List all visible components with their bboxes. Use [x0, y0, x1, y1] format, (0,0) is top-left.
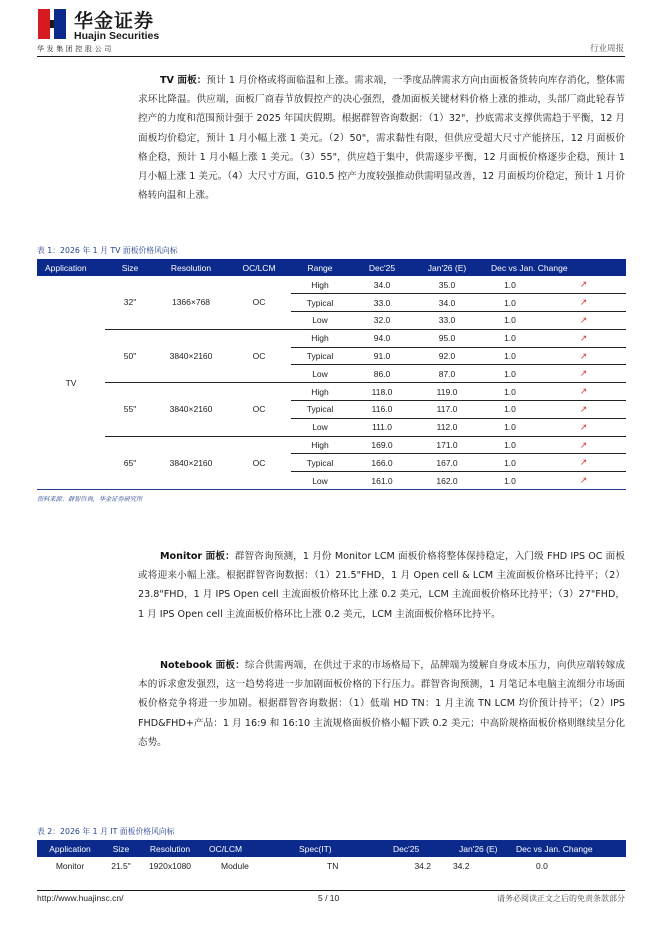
tv-panel-text: 预计 1 月价格或将面临温和上涨。需求端，一季度品牌需求方向由面板备货转向库存消化，整体需求环比降温。供应端，面板厂商春节放假控产的决心强烈，叠加面板关键材料价格上涨的推动，头部厂商此轮春节控产的力度和范围预计强于 2025 年国庆假期。根据群智咨询数据：（1）32"，抄底需求支撑供需趋于平衡，12 月面板均价稳定，预计 1 月小幅上涨 1 美元。（2）50"，需求黏性有限，但供应受超大尺寸产能挤压，12 月面板价格企稳，预计 1 月小幅上涨 1 美元。（3）55"，供应趋于集中，供需逐步平衡，12 月面板价格逐步企稳，预计 1 月小幅上涨 1 美元。（4）大尺寸方面，G10.5 控产力度较强推动供需明显改善，12 月面板均价稳定，预计 1 月价格转向温和上涨。 [138, 75, 626, 202]
size-cell: 55" [105, 383, 155, 436]
table2-col-spec: Spec(IT) [299, 843, 332, 854]
range-cell: High [291, 329, 349, 347]
range-cell: High [291, 436, 349, 454]
table1-col-application: Application [45, 262, 87, 273]
jan-value-cell: 171.0 [415, 436, 479, 454]
notebook-panel-paragraph [138, 656, 625, 752]
change-value-cell: 1.0 [479, 418, 541, 436]
change-value-cell: 1.0 [479, 329, 541, 347]
jan-value-cell: 162.0 [436, 475, 458, 486]
change-value-cell: 1.0 [479, 401, 541, 419]
dec-value-cell: 169.0 [349, 436, 415, 454]
change-value-cell: 1.0 [479, 312, 541, 330]
change-value-cell: 1.0 [479, 276, 541, 294]
size-cell: 32" [105, 276, 155, 329]
change-value-cell: 1.0 [479, 454, 541, 472]
report-type: 行业周报 [589, 44, 624, 54]
table1-caption: 表 1：2026 年 1 月 TV 面板价格风向标 [37, 246, 178, 255]
dec-cell: 34.2 [414, 860, 431, 871]
trend-up-arrow-icon: ↗ [579, 403, 588, 414]
footer-url-link[interactable]: http://www.huajinsc.cn/ [37, 893, 124, 903]
dec-value-cell: 33.0 [349, 294, 415, 312]
table2-col-dec: Dec'25 [393, 843, 420, 854]
range-cell: Low [312, 475, 328, 486]
table1-col-oc-lcm: OC/LCM [242, 262, 276, 273]
table1-header-row [37, 259, 626, 276]
footer-page-number: 5 / 10 [318, 893, 340, 903]
jan-value-cell: 87.0 [415, 365, 479, 383]
table1-col-jan: Jan'26 (E) [427, 262, 467, 273]
trend-up-arrow-icon: ↗ [579, 386, 588, 397]
change-value-cell: 1.0 [504, 475, 516, 486]
jan-value-cell: 35.0 [415, 276, 479, 294]
range-cell: High [291, 276, 349, 294]
range-cell: Low [291, 365, 349, 383]
trend-cell [541, 312, 626, 330]
table-row [37, 329, 626, 347]
dec-value-cell: 116.0 [349, 401, 415, 419]
table1-source: 资料来源：群智咨询，华金证券研究所 [37, 496, 143, 503]
resolution-cell: 3840×2160 [155, 329, 227, 382]
table1-col-resolution: Resolution [170, 262, 212, 273]
resolution-cell: 3840×2160 [169, 457, 213, 468]
change-value-cell: 1.0 [479, 383, 541, 401]
jan-cell: 34.2 [453, 860, 470, 871]
spec-cell: TN [327, 860, 339, 871]
table2-col-change: Dec vs Jan. Change [516, 843, 593, 854]
trend-cell [541, 347, 626, 365]
change-cell: 0.0 [536, 860, 548, 871]
trend-cell [541, 436, 626, 454]
dec-value-cell: 161.0 [371, 475, 393, 486]
trend-cell [541, 472, 626, 490]
trend-up-arrow-icon: ↗ [579, 421, 588, 432]
trend-cell [541, 401, 626, 419]
monitor-panel-paragraph [138, 547, 625, 624]
table2-col-jan: Jan'26 (E) [459, 843, 498, 854]
table1-col-change: Dec vs Jan. Change [491, 262, 568, 273]
trend-up-arrow-icon: ↗ [579, 314, 588, 325]
table2-col-resolution: Resolution [149, 843, 191, 854]
range-cell: Low [291, 418, 349, 436]
dec-value-cell: 34.0 [349, 276, 415, 294]
dec-value-cell: 94.0 [349, 329, 415, 347]
notebook-panel-text: 综合供需两端，在供过于求的市场格局下，品牌端为缓解自身成本压力，向供应端转嫁成本的诉求愈发强烈，这一趋势将进一步加剧面板价格的下行压力。群智咨询预测，1 月笔记本电脑主流细分市场面板价格竞争将进一步加剧。根据群智咨询数据：（1）低端 HD TN：1 月主流 TN LCM 均价预计持平；（2）IPS FHD&FHD+产品：1 月 16:9 和 16:10 主流规格面板价格小幅下跌 0.2 美元；中高阶规格面板价格则继续呈分化态势。 [138, 660, 625, 748]
trend-cell [541, 276, 626, 294]
jan-value-cell: 95.0 [415, 329, 479, 347]
trend-up-arrow-icon: ↗ [579, 279, 588, 290]
table2-col-application: Application [49, 843, 91, 854]
table2-col-oc-lcm: OC/LCM [209, 843, 243, 854]
table-row [37, 857, 626, 875]
jan-value-cell: 112.0 [415, 418, 479, 436]
range-cell: Low [291, 312, 349, 330]
page-header [0, 0, 662, 62]
table2-header-row [37, 840, 626, 857]
table2-caption: 表 2：2026 年 1 月 IT 面板价格风向标 [37, 827, 175, 836]
range-cell: Typical [291, 401, 349, 419]
change-value-cell: 1.0 [479, 436, 541, 454]
monitor-panel-text: 群智咨询预测，1 月份 Monitor LCM 面板价格将整体保持稳定，入门级 FHD IPS OC 面板或将迎来小幅上涨。根据群智咨询数据：（1）21.5"FHD，1 月 Open cell & LCM 主流面板价格环比持平；（2） 23.8"FHD，1 月 IPS Open cell 主流面板价格环比上涨 0.2 美元，LCM 主流面板价格环比持平；（3）27"FHD，1 月 IPS Open cell 主流面板价格环比上涨 0.2 美元，LCM 主流面板价格环比持平。 [138, 551, 625, 620]
trend-up-arrow-icon: ↗ [579, 368, 588, 379]
resolution-cell: 1920x1080 [148, 860, 192, 871]
dec-value-cell: 32.0 [349, 312, 415, 330]
oc-lcm-cell: OC [252, 457, 266, 468]
huajin-logo-icon [37, 8, 67, 40]
table-row [37, 383, 626, 401]
trend-up-arrow-icon: ↗ [579, 457, 588, 468]
size-cell: 21.5" [111, 860, 131, 871]
range-cell: Typical [291, 347, 349, 365]
tv-panel-title: TV 面板： [160, 75, 207, 86]
table1-col-size: Size [121, 262, 139, 273]
change-value-cell: 1.0 [479, 294, 541, 312]
oc-cell: Module [221, 860, 249, 871]
trend-up-arrow-icon: ↗ [579, 475, 588, 486]
footer-disclaimer: 请务必阅读正文之后的免责条款部分 [497, 894, 625, 903]
resolution-cell: 3840×2160 [155, 383, 227, 436]
dec-value-cell: 91.0 [349, 347, 415, 365]
table1-col-range: Range [307, 262, 333, 273]
size-cell: 50" [105, 329, 155, 382]
application-cell: TV [65, 377, 77, 388]
trend-up-arrow-icon: ↗ [579, 297, 588, 308]
jan-value-cell: 117.0 [415, 401, 479, 419]
resolution-cell: 1366×768 [155, 276, 227, 329]
footer-divider [37, 890, 625, 891]
size-cell: 65" [123, 457, 137, 468]
header-divider [37, 56, 625, 57]
trend-up-arrow-icon: ↗ [579, 332, 588, 343]
trend-cell [541, 418, 626, 436]
table2-col-size: Size [112, 843, 130, 854]
jan-value-cell: 33.0 [415, 312, 479, 330]
brand-subtitle: 华发集团控股公司 [37, 45, 114, 53]
jan-value-cell: 119.0 [415, 383, 479, 401]
trend-up-arrow-icon: ↗ [579, 439, 588, 450]
trend-cell [541, 329, 626, 347]
change-value-cell: 1.0 [479, 365, 541, 383]
trend-cell [541, 294, 626, 312]
jan-value-cell: 167.0 [415, 454, 479, 472]
application-cell: Monitor [55, 860, 85, 871]
change-value-cell: 1.0 [479, 347, 541, 365]
notebook-panel-title: Notebook 面板： [160, 660, 245, 671]
oc-lcm-cell: OC [227, 383, 291, 436]
range-cell: Typical [291, 294, 349, 312]
trend-cell [541, 365, 626, 383]
range-cell: Typical [291, 454, 349, 472]
tv-panel-paragraph [138, 71, 625, 205]
dec-value-cell: 166.0 [349, 454, 415, 472]
trend-up-arrow-icon: ↗ [579, 350, 588, 361]
oc-lcm-cell: OC [227, 276, 291, 329]
tv-price-table [37, 259, 626, 490]
table-row [37, 276, 626, 294]
brand-name-cn: 华金证券 [74, 10, 155, 32]
brand-name-en: Huajin Securities [74, 30, 160, 42]
table1-col-dec: Dec'25 [368, 262, 396, 273]
trend-cell [541, 454, 626, 472]
range-cell: High [291, 383, 349, 401]
dec-value-cell: 86.0 [349, 365, 415, 383]
dec-value-cell: 118.0 [349, 383, 415, 401]
oc-lcm-cell: OC [227, 329, 291, 382]
jan-value-cell: 34.0 [415, 294, 479, 312]
table-row [37, 436, 626, 454]
monitor-panel-title: Monitor 面板： [160, 551, 235, 562]
trend-cell [541, 383, 626, 401]
dec-value-cell: 111.0 [349, 418, 415, 436]
it-price-table [37, 840, 626, 875]
jan-value-cell: 92.0 [415, 347, 479, 365]
